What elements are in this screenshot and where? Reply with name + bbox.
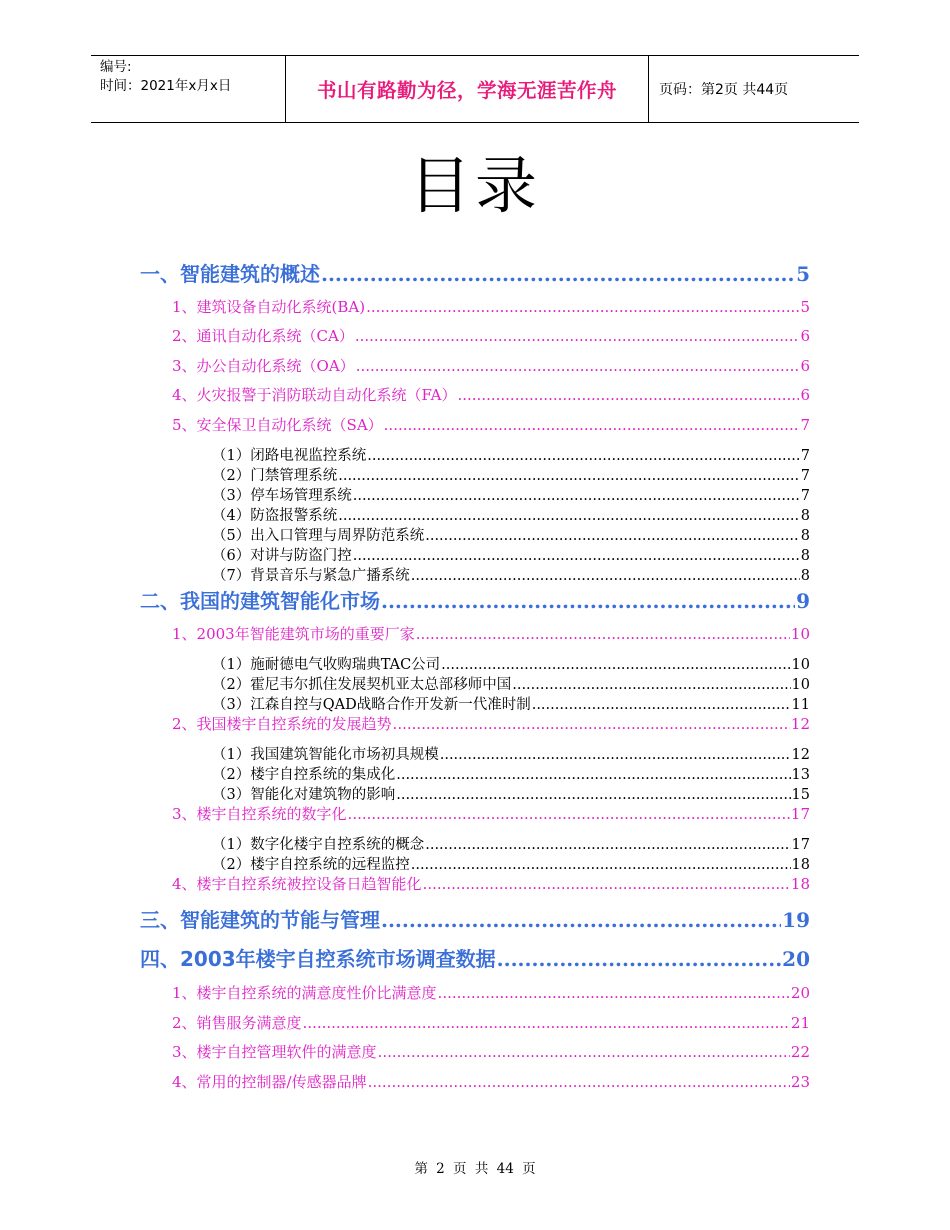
toc-entry[interactable] bbox=[172, 296, 810, 317]
toc-entry-page: 13 bbox=[791, 767, 810, 783]
toc-entry-title: （5）出入口管理与周界防范系统 bbox=[212, 528, 425, 544]
toc-entry-title: 一、智能建筑的概述 bbox=[140, 262, 320, 286]
toc-entry-page: 10 bbox=[791, 657, 810, 673]
toc-entry-title: 三、智能建筑的节能与管理 bbox=[140, 908, 380, 932]
toc-dot-leader bbox=[338, 468, 800, 484]
toc-dot-leader bbox=[512, 677, 790, 693]
toc-dot-leader bbox=[423, 875, 790, 893]
toc-entry-page: 12 bbox=[791, 747, 810, 763]
toc-entry-title: 3、楼宇自控管理软件的满意度 bbox=[172, 1043, 377, 1061]
toc-dot-leader bbox=[303, 1014, 790, 1032]
toc-entry-page: 21 bbox=[790, 1014, 810, 1032]
toc-entry-title: 二、我国的建筑智能化市场 bbox=[140, 589, 380, 613]
toc-entry-title: （4）防盗报警系统 bbox=[212, 508, 338, 524]
toc-entry-title: 四、2003年楼宇自控系统市场调查数据 bbox=[140, 947, 496, 971]
toc-entry[interactable] bbox=[212, 544, 810, 565]
toc-entry-page: 5 bbox=[796, 262, 810, 286]
toc-dot-leader bbox=[381, 589, 795, 613]
toc-entry[interactable] bbox=[172, 1041, 810, 1062]
toc-dot-leader bbox=[411, 568, 800, 584]
toc-entry-page: 17 bbox=[791, 837, 810, 853]
toc-entry[interactable] bbox=[212, 444, 810, 465]
toc-entry-title: （2）楼宇自控系统的集成化 bbox=[212, 767, 396, 783]
toc-dot-leader bbox=[396, 787, 790, 803]
toc-entry[interactable] bbox=[140, 943, 810, 972]
toc-entry-page: 7 bbox=[800, 468, 810, 484]
toc-entry-page: 8 bbox=[800, 528, 810, 544]
toc-entry-title: 1、2003年智能建筑市场的重要厂家 bbox=[172, 625, 415, 643]
toc-entry-title: （1）闭路电视监控系统 bbox=[212, 448, 367, 464]
toc-entry[interactable] bbox=[212, 833, 810, 854]
toc-dot-leader bbox=[457, 386, 799, 404]
toc-entry[interactable] bbox=[172, 713, 810, 734]
toc-entry-title: （3）智能化对建筑物的影响 bbox=[212, 787, 396, 803]
toc-entry-title: 3、楼宇自控系统的数字化 bbox=[172, 805, 347, 823]
toc-entry-title: （1）施耐德电气收购瑞典TAC公司 bbox=[212, 657, 441, 673]
header-time-label: 时间：2021年x月x日 bbox=[100, 78, 232, 94]
toc-entry-page: 17 bbox=[790, 805, 810, 823]
toc-entry-title: 1、建筑设备自动化系统(BA) bbox=[172, 298, 366, 316]
toc-entry-title: 2、销售服务满意度 bbox=[172, 1014, 302, 1032]
toc-entry-title: 2、通讯自动化系统（CA） bbox=[172, 327, 354, 345]
toc-entry[interactable] bbox=[172, 873, 810, 894]
toc-dot-leader bbox=[338, 508, 800, 524]
toc-dot-leader bbox=[438, 984, 790, 1002]
toc-dot-leader bbox=[425, 837, 790, 853]
toc-entry-page: 11 bbox=[791, 697, 810, 713]
toc-entry[interactable] bbox=[172, 1071, 810, 1092]
toc-dot-leader bbox=[532, 697, 791, 713]
toc-dot-leader bbox=[393, 715, 790, 733]
toc-entry[interactable] bbox=[172, 355, 810, 376]
toc-entry-title: （7）背景音乐与紧急广播系统 bbox=[212, 568, 410, 584]
toc-dot-leader bbox=[366, 298, 799, 316]
toc-entry-page: 10 bbox=[791, 677, 810, 693]
toc-dot-leader bbox=[440, 747, 791, 763]
toc-entry[interactable] bbox=[172, 414, 810, 435]
toc-dot-leader bbox=[497, 947, 781, 971]
toc-entry-title: （1）我国建筑智能化市场初具规模 bbox=[212, 747, 439, 763]
toc-entry-title: （3）停车场管理系统 bbox=[212, 488, 352, 504]
toc-entry-page: 15 bbox=[791, 787, 810, 803]
toc-entry[interactable] bbox=[212, 484, 810, 505]
toc-entry-page: 6 bbox=[800, 327, 810, 345]
toc-entry[interactable] bbox=[172, 982, 810, 1003]
toc-dot-leader bbox=[353, 488, 800, 504]
toc-dot-leader bbox=[384, 416, 800, 434]
toc-entry-title: 5、安全保卫自动化系统（SA） bbox=[172, 416, 383, 434]
toc-entry[interactable] bbox=[212, 464, 810, 485]
toc-entry[interactable] bbox=[140, 585, 810, 614]
toc-entry[interactable] bbox=[212, 564, 810, 585]
toc-entry[interactable] bbox=[212, 783, 810, 804]
toc-dot-leader bbox=[356, 357, 800, 375]
toc-entry-page: 8 bbox=[800, 548, 810, 564]
toc-entry-page: 20 bbox=[782, 947, 810, 971]
page-title: 目录 bbox=[408, 149, 541, 222]
toc-entry-title: （3）江森自控与QAD战略合作开发新一代准时制 bbox=[212, 697, 531, 713]
toc-entry[interactable] bbox=[140, 904, 810, 933]
toc-entry-page: 6 bbox=[800, 357, 810, 375]
toc-dot-leader bbox=[381, 908, 781, 932]
toc-entry-page: 8 bbox=[800, 568, 810, 584]
toc-entry[interactable] bbox=[212, 743, 810, 764]
toc-entry-title: 3、办公自动化系统（OA） bbox=[172, 357, 355, 375]
toc-entry-title: 4、楼宇自控系统被控设备日趋智能化 bbox=[172, 875, 422, 893]
header-number-label: 编号: bbox=[100, 59, 132, 75]
toc-dot-leader bbox=[368, 1073, 790, 1091]
toc-entry-page: 10 bbox=[790, 625, 810, 643]
toc-entry-title: 4、常用的控制器/传感器品牌 bbox=[172, 1073, 367, 1091]
toc-dot-leader bbox=[411, 857, 791, 873]
toc-entry-title: （2）楼宇自控系统的远程监控 bbox=[212, 857, 410, 873]
toc-dot-leader bbox=[416, 625, 790, 643]
toc-entry[interactable] bbox=[172, 384, 810, 405]
toc-entry-title: （6）对讲与防盗门控 bbox=[212, 548, 352, 564]
toc-entry-title: （2）霍尼韦尔抓住发展契机亚太总部移师中国 bbox=[212, 677, 512, 693]
toc-dot-leader bbox=[355, 327, 800, 345]
toc-dot-leader bbox=[367, 448, 800, 464]
toc-entry-page: 12 bbox=[790, 715, 810, 733]
toc-entry-page: 7 bbox=[800, 448, 810, 464]
toc-entry-page: 19 bbox=[782, 908, 810, 932]
toc-entry-page: 7 bbox=[800, 488, 810, 504]
toc-entry[interactable] bbox=[212, 673, 810, 694]
toc-entry-page: 6 bbox=[800, 386, 810, 404]
header-page-info: 页码：第2页 共44页 bbox=[659, 82, 789, 98]
toc-entry-page: 22 bbox=[790, 1043, 810, 1061]
toc-dot-leader bbox=[425, 528, 800, 544]
toc-entry-title: （2）门禁管理系统 bbox=[212, 468, 338, 484]
toc-dot-leader bbox=[321, 262, 795, 286]
toc-entry[interactable] bbox=[140, 258, 810, 287]
page-footer: 第 2 页 共 44 页 bbox=[414, 1161, 536, 1177]
toc-entry[interactable] bbox=[172, 803, 810, 824]
toc-entry-page: 18 bbox=[791, 857, 810, 873]
toc-entry[interactable] bbox=[212, 653, 810, 674]
toc-entry[interactable] bbox=[212, 763, 810, 784]
toc-entry-page: 8 bbox=[800, 508, 810, 524]
toc-entry[interactable] bbox=[212, 853, 810, 874]
toc-entry-page: 20 bbox=[790, 984, 810, 1002]
toc-dot-leader bbox=[396, 767, 790, 783]
toc-entry-page: 23 bbox=[790, 1073, 810, 1091]
toc-entry[interactable] bbox=[172, 623, 810, 644]
toc-entry[interactable] bbox=[172, 325, 810, 346]
toc-entry-title: 2、我国楼宇自控系统的发展趋势 bbox=[172, 715, 392, 733]
toc-dot-leader bbox=[378, 1043, 790, 1061]
toc-entry-title: （1）数字化楼宇自控系统的概念 bbox=[212, 837, 425, 853]
toc-entry[interactable] bbox=[212, 524, 810, 545]
toc-entry[interactable] bbox=[212, 693, 810, 714]
toc-entry-page: 5 bbox=[800, 298, 810, 316]
toc-dot-leader bbox=[353, 548, 800, 564]
toc-entry-title: 1、楼宇自控系统的满意度性价比满意度 bbox=[172, 984, 437, 1002]
toc-entry[interactable] bbox=[212, 504, 810, 525]
toc-entry-page: 9 bbox=[796, 589, 810, 613]
toc-dot-leader bbox=[348, 805, 790, 823]
toc-dot-leader bbox=[441, 657, 790, 673]
toc-entry-page: 7 bbox=[800, 416, 810, 434]
toc-entry-page: 18 bbox=[790, 875, 810, 893]
toc-entry[interactable] bbox=[172, 1012, 810, 1033]
toc-entry-title: 4、火灾报警于消防联动自动化系统（FA） bbox=[172, 386, 457, 404]
header-motto: 书山有路勤为径，学海无涯苦作舟 bbox=[286, 56, 649, 122]
